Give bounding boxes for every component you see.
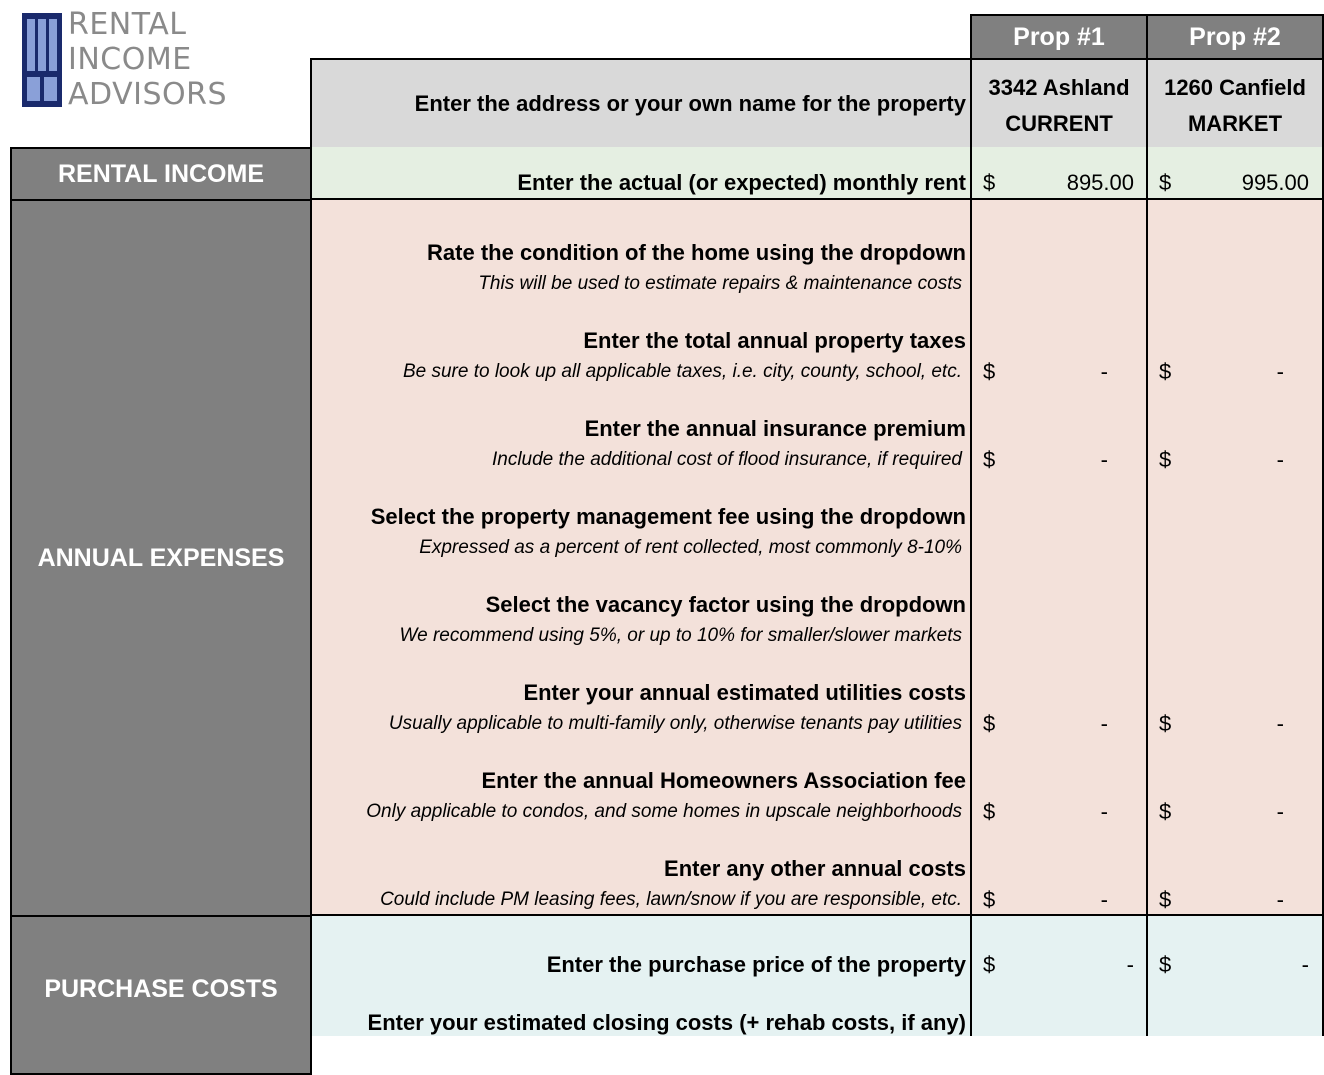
prop-2-insurance-value[interactable]: - xyxy=(1276,447,1284,472)
prop-2-purchase-price-value[interactable]: - xyxy=(1301,952,1309,977)
prop-1-currency: $ xyxy=(983,711,996,736)
prop-2-currency: $ xyxy=(1159,887,1172,912)
purchase-label: Enter the purchase price of the property xyxy=(546,952,966,977)
prop-1-scenario[interactable]: CURRENT xyxy=(1005,111,1113,136)
logo xyxy=(68,7,308,112)
prop-2-currency: $ xyxy=(1159,711,1172,736)
prop-1-currency: $ xyxy=(983,359,996,384)
prop-2-vacancy-dropdown[interactable] xyxy=(1156,592,1316,656)
expense-hint: Be sure to look up all applicable taxes, i.e. city, county, school, etc. xyxy=(402,361,962,382)
prop-1-currency: $ xyxy=(983,447,996,472)
prop-1-currency: $ xyxy=(983,799,996,824)
prop-2-header: Prop #2 xyxy=(1146,14,1324,60)
expense-label: Select the vacancy factor using the dropdown xyxy=(485,592,966,617)
prop-2-currency: $ xyxy=(1159,447,1172,472)
section-purchase-costs: PURCHASE COSTS xyxy=(10,915,312,1075)
prop-1-rent-value[interactable]: 895.00 xyxy=(1066,170,1134,195)
address-prompt-cell xyxy=(310,58,972,149)
prop-1-utilities-value[interactable]: - xyxy=(1100,711,1108,736)
prop-2-currency: $ xyxy=(1159,952,1172,977)
prop-2-scenario[interactable]: MARKET xyxy=(1187,111,1283,136)
logo-line-2: INCOME xyxy=(68,42,192,77)
expense-hint: This will be used to estimate repairs & maintenance costs xyxy=(478,273,962,294)
prop-1-taxes-value[interactable]: - xyxy=(1100,359,1108,384)
column-divider-2 xyxy=(1146,147,1148,1036)
address-prompt: Enter the address or your own name for the property xyxy=(414,91,966,116)
expense-hint: Could include PM leasing fees, lawn/snow if you are responsible, etc. xyxy=(380,889,962,910)
prop-1-rent-currency: $ xyxy=(983,170,996,195)
prop-2-address-cell[interactable] xyxy=(1146,58,1324,149)
prop-1-management-dropdown[interactable] xyxy=(980,504,1140,568)
purchase-label: Enter your estimated closing costs (+ rehab costs, if any) xyxy=(367,1010,966,1035)
section-rental-income: RENTAL INCOME xyxy=(10,147,312,201)
prop-1-insurance-value[interactable]: - xyxy=(1100,447,1108,472)
logo-door-icon xyxy=(22,13,62,107)
prop-2-hoa-value[interactable]: - xyxy=(1276,799,1284,824)
prop-1-address-cell[interactable] xyxy=(970,58,1148,149)
prop-2-currency: $ xyxy=(1159,799,1172,824)
column-divider-1 xyxy=(970,147,972,1036)
prop-2-rent-value[interactable]: 995.00 xyxy=(1241,170,1309,195)
prop-1-currency: $ xyxy=(983,887,996,912)
logo-line-1: RENTAL xyxy=(68,7,187,42)
prop-2-rent-currency: $ xyxy=(1159,170,1172,195)
prop-2-other-value[interactable]: - xyxy=(1276,887,1284,912)
prop-1-hoa-value[interactable]: - xyxy=(1100,799,1108,824)
logo-line-3: ADVISORS xyxy=(68,77,228,112)
prop-2-utilities-value[interactable]: - xyxy=(1276,711,1284,736)
prop-2-condition-dropdown[interactable] xyxy=(1156,240,1316,304)
prop-2-taxes-value[interactable]: - xyxy=(1276,359,1284,384)
section-annual-expenses: ANNUAL EXPENSES xyxy=(10,199,312,917)
prop-2-address[interactable]: 1260 Canfield xyxy=(1164,75,1306,100)
prop-1-purchase-price-value[interactable]: - xyxy=(1126,952,1134,977)
prop-2-currency: $ xyxy=(1159,359,1172,384)
expense-label: Enter the annual insurance premium xyxy=(584,416,966,441)
prop-1-condition-dropdown[interactable] xyxy=(980,240,1140,304)
row-divider-income xyxy=(310,198,1324,200)
expense-label: Enter any other annual costs xyxy=(664,856,966,881)
prop-1-address[interactable]: 3342 Ashland xyxy=(988,75,1130,100)
row-divider-expenses xyxy=(310,914,1324,916)
expense-label: Rate the condition of the home using the dropdown xyxy=(427,240,966,265)
expense-hint: We recommend using 5%, or up to 10% for smaller/slower markets xyxy=(399,625,962,646)
expense-hint: Include the additional cost of flood insurance, if required xyxy=(491,449,962,470)
prop-1-vacancy-dropdown[interactable] xyxy=(980,592,1140,656)
expense-hint: Usually applicable to multi-family only, otherwise tenants pay utilities xyxy=(388,713,962,734)
prop-1-currency: $ xyxy=(983,952,996,977)
prop-1-closing-costs-value[interactable] xyxy=(980,1006,1140,1034)
prop-2-closing-costs-value[interactable] xyxy=(1156,1006,1316,1034)
expense-hint: Only applicable to condos, and some homes in upscale neighborhoods xyxy=(366,801,962,822)
expense-label: Enter your annual estimated utilities costs xyxy=(523,680,966,705)
expense-label: Enter the annual Homeowners Association fee xyxy=(481,768,966,793)
expense-label: Enter the total annual property taxes xyxy=(583,328,966,353)
prop-1-other-value[interactable]: - xyxy=(1100,887,1108,912)
expense-label: Select the property management fee using the dropdown xyxy=(370,504,966,529)
prop-2-management-dropdown[interactable] xyxy=(1156,504,1316,568)
prop-1-header: Prop #1 xyxy=(970,14,1148,60)
rent-label: Enter the actual (or expected) monthly rent xyxy=(517,170,966,195)
expense-hint: Expressed as a percent of rent collected, most commonly 8-10% xyxy=(419,537,962,558)
